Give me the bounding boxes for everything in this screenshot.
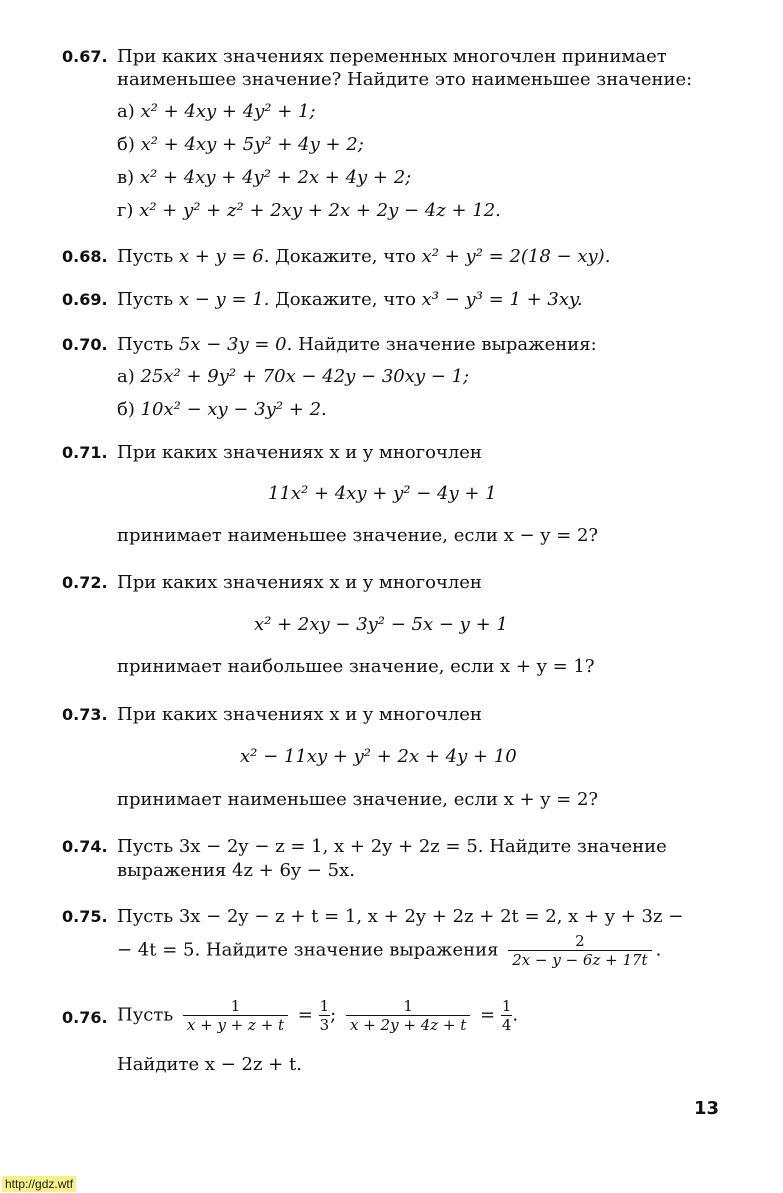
problem-number: 0.70. bbox=[62, 335, 108, 354]
problem-text: При каких значениях x и y многочлен bbox=[117, 442, 482, 463]
problem-number: 0.69. bbox=[62, 290, 108, 309]
problem-text: Пусть x − y = 1. Докажите, что x³ − y³ = 1 + 3xy. bbox=[117, 289, 583, 310]
problem-number: 0.74. bbox=[62, 837, 108, 856]
problem-text: Пусть 3x − 2y − z + t = 1, x + 2y + 2z + 2t = 2, x + y + 3z − bbox=[117, 906, 684, 927]
problem-number: 0.72. bbox=[62, 573, 108, 592]
problem-number: 0.75. bbox=[62, 907, 108, 926]
problem-number: 0.67. bbox=[62, 47, 108, 66]
fraction: $\frac{1}{x + 2y + 4z + t}$ bbox=[346, 997, 470, 1034]
subitem: б) x² + 4xy + 5y² + 4y + 2; bbox=[117, 134, 364, 155]
problem-text: − 4t = 5. Найдите значение выражения $\frac{2}{2x - y - 6z + 17t}$ . bbox=[117, 932, 662, 969]
problem-text: При каких значениях x и y многочлен bbox=[117, 704, 482, 725]
problem-text: наименьшее значение? Найдите это наименьшее значение: bbox=[117, 69, 693, 90]
problem-text: выражения 4z + 6y − 5x. bbox=[117, 860, 355, 881]
problem-text: При каких значениях x и y многочлен bbox=[117, 572, 482, 593]
formula: x² + 2xy − 3y² − 5x − y + 1 bbox=[254, 614, 508, 635]
fraction: $\frac{2}{2x - y - 6z + 17t}$ bbox=[508, 932, 651, 969]
problem-text: Пусть $\frac{1}{x + y + z + t}$ = $\frac{1}{3}$ ; $\frac{1}{x + 2y + 4z + t}$ = $\frac{1}{4}$ . bbox=[117, 997, 519, 1034]
problem-text: При каких значениях переменных многочлен принимает bbox=[117, 46, 667, 67]
subitem: г) x² + y² + z² + 2xy + 2x + 2y − 4z + 12. bbox=[117, 200, 501, 221]
subitem: б) 10x² − xy − 3y² + 2. bbox=[117, 399, 327, 420]
problem-number: 0.68. bbox=[62, 247, 108, 266]
problem-text: принимает наименьшее значение, если x − y = 2? bbox=[117, 525, 599, 546]
subitem: в) x² + 4xy + 4y² + 2x + 4y + 2; bbox=[117, 167, 412, 188]
problem-text: Найдите x − 2z + t. bbox=[117, 1054, 302, 1075]
problem-text: принимает наименьшее значение, если x + y = 2? bbox=[117, 789, 599, 810]
page-number: 13 bbox=[693, 1098, 719, 1119]
subitem: а) x² + 4xy + 4y² + 1; bbox=[117, 101, 316, 122]
problem-text: Пусть x + y = 6. Докажите, что x² + y² = 2(18 − xy). bbox=[117, 246, 611, 267]
formula: 11x² + 4xy + y² − 4y + 1 bbox=[268, 483, 497, 504]
formula: x² − 11xy + y² + 2x + 4y + 10 bbox=[240, 746, 517, 767]
problem-number: 0.76. bbox=[62, 1008, 108, 1027]
problem-number: 0.73. bbox=[62, 705, 108, 724]
fraction: $\frac{1}{4}$ bbox=[501, 997, 512, 1034]
subitem: а) 25x² + 9y² + 70x − 42y − 30xy − 1; bbox=[117, 366, 470, 387]
problem-text: Пусть 5x − 3y = 0. Найдите значение выражения: bbox=[117, 334, 597, 355]
fraction: $\frac{1}{3}$ bbox=[319, 997, 330, 1034]
watermark-link[interactable]: http://gdz.wtf bbox=[2, 1176, 76, 1192]
fraction: $\frac{1}{x + y + z + t}$ bbox=[183, 997, 288, 1034]
problem-text: Пусть 3x − 2y − z = 1, x + 2y + 2z = 5. Найдите значение bbox=[117, 836, 667, 857]
problem-text: принимает наибольшее значение, если x + y = 1? bbox=[117, 656, 595, 677]
problem-number: 0.71. bbox=[62, 443, 108, 462]
